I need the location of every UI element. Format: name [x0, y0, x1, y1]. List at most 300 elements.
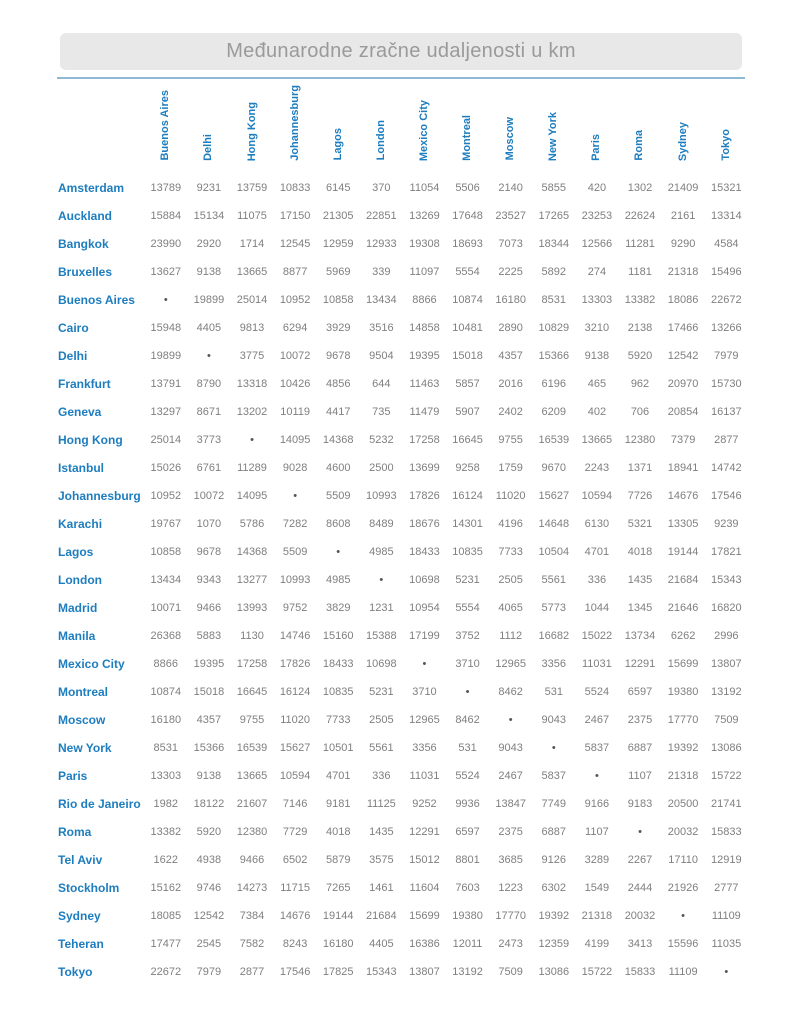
distance-cell: 8877 — [282, 265, 308, 278]
distance-cell: 12545 — [279, 237, 311, 250]
distance-cell: 6294 — [282, 321, 308, 334]
row-label: Stockholm — [58, 880, 120, 895]
table-row — [58, 846, 748, 874]
distance-cell: 402 — [587, 405, 607, 418]
distance-cell: 4018 — [325, 825, 351, 838]
distance-cell: 2243 — [584, 461, 610, 474]
distance-cell: 10835 — [452, 545, 483, 558]
distance-cell: 1371 — [627, 461, 653, 474]
distance-cell: 4600 — [325, 461, 351, 474]
distance-cell: 18085 — [150, 909, 182, 922]
distance-cell: 2444 — [627, 881, 653, 894]
distance-cell: 644 — [372, 377, 391, 390]
distance-cell: 10501 — [322, 741, 354, 754]
distance-cell: 15134 — [193, 209, 225, 222]
distance-cell: 1107 — [585, 825, 609, 838]
distance-cell: 18344 — [538, 237, 570, 250]
distance-cell: 7384 — [239, 909, 265, 922]
distance-cell: 274 — [587, 265, 607, 278]
distance-cell: 12959 — [322, 237, 354, 250]
distance-cell: 16645 — [236, 685, 268, 698]
distance-cell: 9290 — [670, 237, 696, 250]
distance-cell: 4701 — [325, 769, 351, 782]
distance-cell: 17770 — [495, 909, 526, 922]
distance-cell: 13318 — [236, 377, 268, 390]
table-row — [58, 426, 748, 454]
distance-cell: 7979 — [196, 965, 222, 978]
column-header — [403, 85, 446, 174]
distance-cell: 13382 — [150, 825, 182, 838]
table-row — [58, 622, 748, 650]
distance-cell: 18086 — [667, 293, 699, 306]
distance-cell: 6302 — [541, 881, 567, 894]
page-title — [60, 33, 742, 70]
distance-cell: 3710 — [455, 657, 480, 670]
distance-cell: 10835 — [322, 685, 354, 698]
distance-cell: 13266 — [711, 321, 742, 334]
distance-cell: 21607 — [236, 797, 268, 810]
distance-cell: 19899 — [193, 293, 225, 306]
distance-cell: 5786 — [239, 517, 265, 530]
distance-cell: 15722 — [711, 769, 742, 782]
distance-cell: 13807 — [409, 965, 440, 978]
distance-cell: 9166 — [584, 797, 610, 810]
distance-cell: 21741 — [711, 797, 742, 810]
distance-cell: 11479 — [409, 405, 440, 418]
distance-cell: 14301 — [452, 517, 483, 530]
distance-cell: 1345 — [627, 601, 653, 614]
column-header-label: Tokyo — [719, 129, 732, 161]
distance-cell: 10993 — [366, 489, 397, 502]
distance-cell: 9043 — [541, 713, 567, 726]
corner-cell — [58, 85, 144, 174]
row-label: Frankfurt — [58, 376, 111, 391]
self-marker: • — [422, 657, 427, 670]
distance-cell: 9028 — [282, 461, 308, 474]
distance-cell: 15730 — [711, 377, 742, 390]
distance-cell: 19767 — [150, 517, 182, 530]
distance-cell: 4405 — [196, 321, 222, 334]
row-label: Istanbul — [58, 460, 105, 475]
distance-cell: 4357 — [196, 713, 222, 726]
distance-cell: 11281 — [625, 237, 655, 250]
distance-cell: 13303 — [150, 769, 182, 782]
column-header-label: Paris — [590, 133, 603, 161]
title-divider — [57, 77, 745, 79]
distance-cell: 23990 — [150, 237, 182, 250]
distance-cell: 16539 — [236, 741, 268, 754]
distance-cell: 5920 — [196, 825, 222, 838]
distance-cell: 15012 — [409, 853, 440, 866]
distance-cell: 14273 — [236, 881, 268, 894]
column-header-label: Roma — [633, 130, 646, 161]
distance-cell: 17821 — [711, 545, 742, 558]
distance-cell: 22672 — [711, 293, 742, 306]
distance-cell: 9258 — [455, 461, 480, 474]
distance-cell: 21318 — [667, 769, 699, 782]
row-label: Mexico City — [58, 656, 125, 671]
distance-cell: 13665 — [236, 769, 268, 782]
distance-cell: 8608 — [325, 517, 351, 530]
distance-cell: 336 — [372, 769, 391, 782]
distance-cell: 14368 — [322, 433, 354, 446]
distance-cell: 2375 — [627, 713, 653, 726]
distance-cell: 706 — [630, 405, 650, 418]
distance-cell: 3775 — [239, 349, 265, 362]
distance-cell: 19899 — [150, 349, 182, 362]
distance-cell: 18433 — [409, 545, 440, 558]
distance-cell: 2500 — [369, 461, 394, 474]
distance-cell: 12965 — [495, 657, 526, 670]
column-header — [187, 85, 230, 174]
distance-cell: 1622 — [153, 853, 179, 866]
distance-cell: 15699 — [667, 657, 699, 670]
distance-cell: 13699 — [409, 461, 440, 474]
distance-cell: 18122 — [193, 797, 225, 810]
row-label: Bangkok — [58, 236, 109, 251]
distance-cell: 16180 — [150, 713, 182, 726]
distance-cell: 11031 — [409, 769, 440, 782]
table-row — [58, 286, 748, 314]
column-header-label: Johannesburg — [288, 85, 301, 161]
distance-cell: 7603 — [455, 881, 480, 894]
distance-cell: 12542 — [667, 349, 699, 362]
distance-cell: 3516 — [369, 321, 394, 334]
distance-cell: 7282 — [282, 517, 308, 530]
distance-cell: 2777 — [714, 881, 739, 894]
distance-cell: 19395 — [193, 657, 225, 670]
distance-cell: 15162 — [150, 881, 182, 894]
distance-cell: 3685 — [498, 853, 523, 866]
distance-cell: 13627 — [150, 265, 182, 278]
distance-cell: 962 — [630, 377, 650, 390]
distance-cell: 12359 — [538, 937, 570, 950]
distance-cell: 13665 — [236, 265, 268, 278]
distance-cell: 10954 — [409, 601, 440, 614]
row-label: Buenos Aires — [58, 292, 135, 307]
distance-cell: 9231 — [196, 181, 222, 194]
distance-cell: 12542 — [193, 909, 225, 922]
distance-cell: 7379 — [670, 433, 696, 446]
distance-cell: 15160 — [322, 629, 354, 642]
distance-cell: 8671 — [196, 405, 222, 418]
distance-cell: 17770 — [667, 713, 699, 726]
distance-cell: 16137 — [711, 405, 742, 418]
distance-cell: 15496 — [711, 265, 742, 278]
distance-cell: 9936 — [455, 797, 480, 810]
distance-cell: 2890 — [498, 321, 523, 334]
column-header — [575, 85, 618, 174]
distance-cell: 11031 — [581, 657, 612, 670]
self-marker: • — [681, 909, 686, 922]
row-label: Madrid — [58, 600, 98, 615]
distance-cell: 12380 — [236, 825, 268, 838]
distance-cell: 7073 — [498, 237, 523, 250]
distance-cell: 7733 — [498, 545, 523, 558]
distance-cell: 9343 — [196, 573, 222, 586]
distance-cell: 9126 — [541, 853, 567, 866]
table-row — [58, 258, 748, 286]
column-header-label: Buenos Aires — [159, 90, 172, 161]
distance-cell: 4199 — [584, 937, 610, 950]
distance-cell: 336 — [587, 573, 607, 586]
distance-cell: 420 — [587, 181, 607, 194]
distance-cell: 531 — [544, 685, 563, 698]
self-marker: • — [724, 965, 729, 978]
row-label: Geneva — [58, 404, 102, 419]
distance-cell: 10072 — [193, 489, 225, 502]
distance-cell: 7726 — [627, 489, 653, 502]
row-label: Moscow — [58, 712, 106, 727]
table-row — [58, 566, 748, 594]
distance-cell: 17546 — [711, 489, 742, 502]
distance-cell: 5321 — [627, 517, 653, 530]
distance-cell: 5231 — [455, 573, 480, 586]
distance-cell: 13759 — [236, 181, 268, 194]
distance-cell: 5554 — [455, 601, 480, 614]
distance-cell: 8243 — [282, 937, 308, 950]
distance-cell: 5524 — [455, 769, 480, 782]
distance-cell: 11463 — [409, 377, 440, 390]
distance-cell: 9813 — [239, 321, 265, 334]
distance-cell: 16386 — [409, 937, 440, 950]
distance-cell: 13791 — [150, 377, 182, 390]
distance-cell: 5879 — [325, 853, 351, 866]
distance-cell: 735 — [372, 405, 391, 418]
column-header-label: Hong Kong — [245, 101, 258, 161]
table-row — [58, 398, 748, 426]
distance-cell: 3929 — [325, 321, 351, 334]
distance-cell: 5232 — [369, 433, 394, 446]
distance-cell: 4985 — [325, 573, 351, 586]
column-header — [274, 85, 317, 174]
distance-cell: 5883 — [196, 629, 222, 642]
distance-cell: 1044 — [584, 601, 610, 614]
distance-cell: 15699 — [409, 909, 440, 922]
distance-cell: 15018 — [193, 685, 225, 698]
distance-cell: 13434 — [366, 293, 397, 306]
distance-cell: 5561 — [541, 573, 567, 586]
distance-cell: 9181 — [325, 797, 351, 810]
self-marker: • — [206, 349, 211, 362]
distance-cell: 21926 — [667, 881, 699, 894]
distance-cell: 3575 — [369, 853, 394, 866]
table-row — [58, 678, 748, 706]
distance-cell: 10481 — [452, 321, 483, 334]
distance-cell: 4985 — [369, 545, 394, 558]
distance-cell: 14746 — [279, 629, 311, 642]
distance-cell: 1435 — [627, 573, 653, 586]
distance-cell: 14095 — [236, 489, 268, 502]
distance-cell: 17258 — [236, 657, 268, 670]
column-header-label: Montreal — [461, 114, 474, 161]
distance-cell: 8866 — [412, 293, 437, 306]
self-marker: • — [379, 573, 384, 586]
table-row — [58, 510, 748, 538]
distance-cell: 18676 — [409, 517, 440, 530]
distance-cell: 15722 — [581, 965, 613, 978]
distance-cell: 17258 — [409, 433, 440, 446]
distance-cell: 17150 — [279, 209, 311, 222]
distance-cell: 3356 — [541, 657, 567, 670]
distance-cell: 12011 — [452, 937, 483, 950]
row-label: Lagos — [58, 544, 94, 559]
distance-cell: 21318 — [667, 265, 699, 278]
distance-cell: 15596 — [667, 937, 699, 950]
distance-cell: 19144 — [322, 909, 354, 922]
distance-cell: 13269 — [409, 209, 440, 222]
distance-cell: 14648 — [538, 517, 570, 530]
distance-cell: 5907 — [455, 405, 480, 418]
distance-cell: 2473 — [498, 937, 523, 950]
row-label: Johannesburg — [58, 488, 141, 503]
distance-cell: 12566 — [581, 237, 613, 250]
column-header-label: New York — [547, 111, 560, 161]
distance-cell: 10594 — [279, 769, 311, 782]
page-title-text: Međunarodne zračne udaljenosti u km — [226, 40, 576, 62]
distance-cell: 16539 — [538, 433, 570, 446]
distance-cell: 19144 — [667, 545, 699, 558]
distance-cell: 14095 — [279, 433, 311, 446]
distance-cell: 10426 — [279, 377, 311, 390]
distance-cell: 5837 — [541, 769, 567, 782]
distance-cell: 16820 — [711, 601, 742, 614]
row-label: Delhi — [58, 348, 88, 363]
distance-cell: 15026 — [150, 461, 182, 474]
distance-cell: 2505 — [369, 713, 394, 726]
distance-cell: 5773 — [541, 601, 567, 614]
column-header — [662, 85, 705, 174]
column-header-label: London — [374, 120, 387, 161]
distance-cell: 1107 — [628, 769, 652, 782]
distance-cell: 19380 — [452, 909, 483, 922]
distance-cell: 11075 — [237, 209, 267, 222]
column-header-label: Sydney — [676, 121, 689, 161]
table-row — [58, 370, 748, 398]
distance-cell: 13807 — [711, 657, 742, 670]
column-header — [360, 85, 403, 174]
distance-cell: 8866 — [153, 657, 179, 670]
distance-cell: 18693 — [452, 237, 483, 250]
distance-cell: 10071 — [150, 601, 182, 614]
distance-cell: 21409 — [667, 181, 699, 194]
distance-cell: 16124 — [452, 489, 483, 502]
row-label: Tokyo — [58, 964, 93, 979]
distance-cell: 6597 — [627, 685, 653, 698]
distance-cell: 2225 — [498, 265, 523, 278]
distance-cell: 8801 — [455, 853, 480, 866]
distance-cell: 20032 — [667, 825, 699, 838]
distance-cell: 3752 — [455, 629, 480, 642]
column-header-label: Moscow — [504, 117, 517, 161]
row-label: Cairo — [58, 320, 89, 335]
distance-cell: 14858 — [409, 321, 440, 334]
row-label: Amsterdam — [58, 180, 125, 195]
distance-cell: 21684 — [366, 909, 397, 922]
distance-cell: 4065 — [498, 601, 523, 614]
row-label: Rio de Janeiro — [58, 796, 141, 811]
distance-cell: 6597 — [455, 825, 480, 838]
distance-cell: 10952 — [279, 293, 311, 306]
distance-cell: 13789 — [150, 181, 182, 194]
distance-cell: 25014 — [150, 433, 182, 446]
distance-cell: 7729 — [282, 825, 308, 838]
distance-cell: 17199 — [409, 629, 440, 642]
distance-cell: 14742 — [711, 461, 742, 474]
distance-cell: 11715 — [280, 881, 310, 894]
distance-cell: 8531 — [153, 741, 179, 754]
row-label: Sydney — [58, 908, 101, 923]
row-label: Hong Kong — [58, 432, 123, 447]
distance-cell: 10829 — [538, 321, 570, 334]
self-marker: • — [336, 545, 341, 558]
table-row — [58, 174, 748, 202]
distance-cell: 23527 — [495, 209, 526, 222]
distance-cell: 10594 — [581, 489, 613, 502]
distance-cell: 2545 — [196, 937, 222, 950]
distance-cell: 17265 — [538, 209, 570, 222]
distance-cell: 15627 — [279, 741, 311, 754]
distance-cell: 16124 — [279, 685, 311, 698]
distance-cell: 19395 — [409, 349, 440, 362]
table-row — [58, 734, 748, 762]
self-marker: • — [508, 713, 513, 726]
distance-cell: 1461 — [369, 881, 394, 894]
table-header — [58, 85, 748, 174]
distance-cell: 15018 — [452, 349, 483, 362]
distance-cell: 4405 — [369, 937, 394, 950]
table-row — [58, 958, 748, 986]
distance-cell: 17466 — [667, 321, 699, 334]
distance-cell: 9043 — [498, 741, 523, 754]
distance-cell: 3356 — [412, 741, 437, 754]
table-row — [58, 202, 748, 230]
row-label: London — [58, 572, 102, 587]
column-header — [489, 85, 532, 174]
distance-cell: 15388 — [366, 629, 397, 642]
distance-cell: 1112 — [499, 629, 523, 642]
distance-cell: 5969 — [325, 265, 351, 278]
distance-cell: 14676 — [279, 909, 311, 922]
row-label: Montreal — [58, 684, 109, 699]
distance-cell: 465 — [587, 377, 607, 390]
distance-cell: 13277 — [236, 573, 268, 586]
distance-cell: 3829 — [325, 601, 351, 614]
distance-cell: 17826 — [409, 489, 440, 502]
distance-table — [58, 85, 748, 986]
distance-cell: 21305 — [322, 209, 354, 222]
distance-cell: 7265 — [325, 881, 351, 894]
distance-cell: 6761 — [196, 461, 222, 474]
distance-cell: 15833 — [624, 965, 656, 978]
distance-cell: 7146 — [282, 797, 308, 810]
distance-cell: 5506 — [455, 181, 480, 194]
column-header-label: Lagos — [331, 128, 344, 161]
distance-cell: 9755 — [498, 433, 523, 446]
distance-cell: 5857 — [455, 377, 480, 390]
distance-cell: 15366 — [193, 741, 225, 754]
distance-cell: 13192 — [711, 685, 742, 698]
distance-cell: 5892 — [541, 265, 567, 278]
distance-cell: 15366 — [538, 349, 570, 362]
distance-cell: 11109 — [668, 965, 698, 978]
row-label: Roma — [58, 824, 92, 839]
distance-cell: 18433 — [322, 657, 354, 670]
self-marker: • — [638, 825, 642, 838]
distance-cell: 8790 — [196, 377, 222, 390]
distance-cell: 10874 — [150, 685, 182, 698]
distance-cell: 15948 — [150, 321, 182, 334]
